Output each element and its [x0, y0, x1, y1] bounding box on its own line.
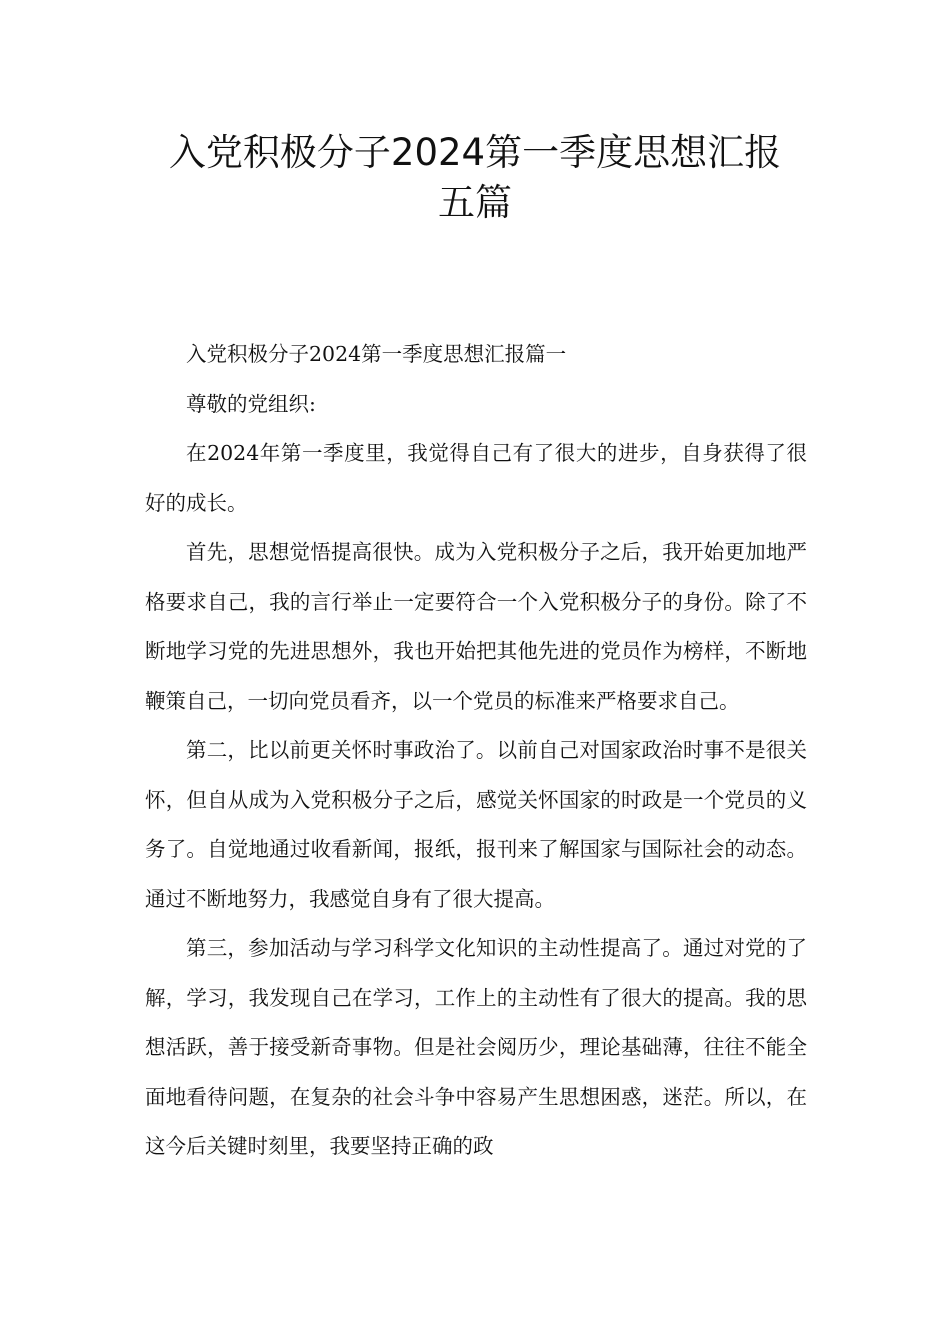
document-title	[140, 128, 810, 228]
title-line-1: 入党积极分子2024第一季度思想汇报	[168, 131, 782, 174]
section-heading: 入党积极分子2024第一季度思想汇报篇一	[186, 342, 567, 366]
salutation: 尊敬的党组织:	[186, 391, 316, 416]
paragraph: 在2024年第一季度里，我觉得自己有了很大的进步，自身获得了很好的成长。	[145, 441, 807, 515]
paragraph: 第二，比以前更关怀时事政治了。以前自己对国家政治时事不是很关怀，但自从成为入党积极分子之后，感觉关怀国家的时政是一个党员的义务了。自觉地通过收看新闻，报纸，报刊来了解国家与国际社会的动态。通过不断地努力，我感觉自身有了很大提高。	[145, 738, 807, 911]
paragraph: 第三，参加活动与学习科学文化知识的主动性提高了。通过对党的了解，学习，我发现自己在学习，工作上的主动性有了很大的提高。我的思想活跃，善于接受新奇事物。但是社会阅历少，理论基础薄，往往不能全面地看待问题，在复杂的社会斗争中容易产生思想困惑，迷茫。所以，在这今后关键时刻里，我要坚持正确的政	[145, 936, 807, 1158]
title-line-2: 五篇	[438, 181, 512, 224]
paragraph: 首先，思想觉悟提高很快。成为入党积极分子之后，我开始更加地严格要求自己，我的言行举止一定要符合一个入党积极分子的身份。除了不断地学习党的先进思想外，我也开始把其他先进的党员作为榜样，不断地鞭策自己，一切向党员看齐，以一个党员的标准来严格要求自己。	[145, 540, 807, 713]
document-body	[145, 330, 807, 1172]
